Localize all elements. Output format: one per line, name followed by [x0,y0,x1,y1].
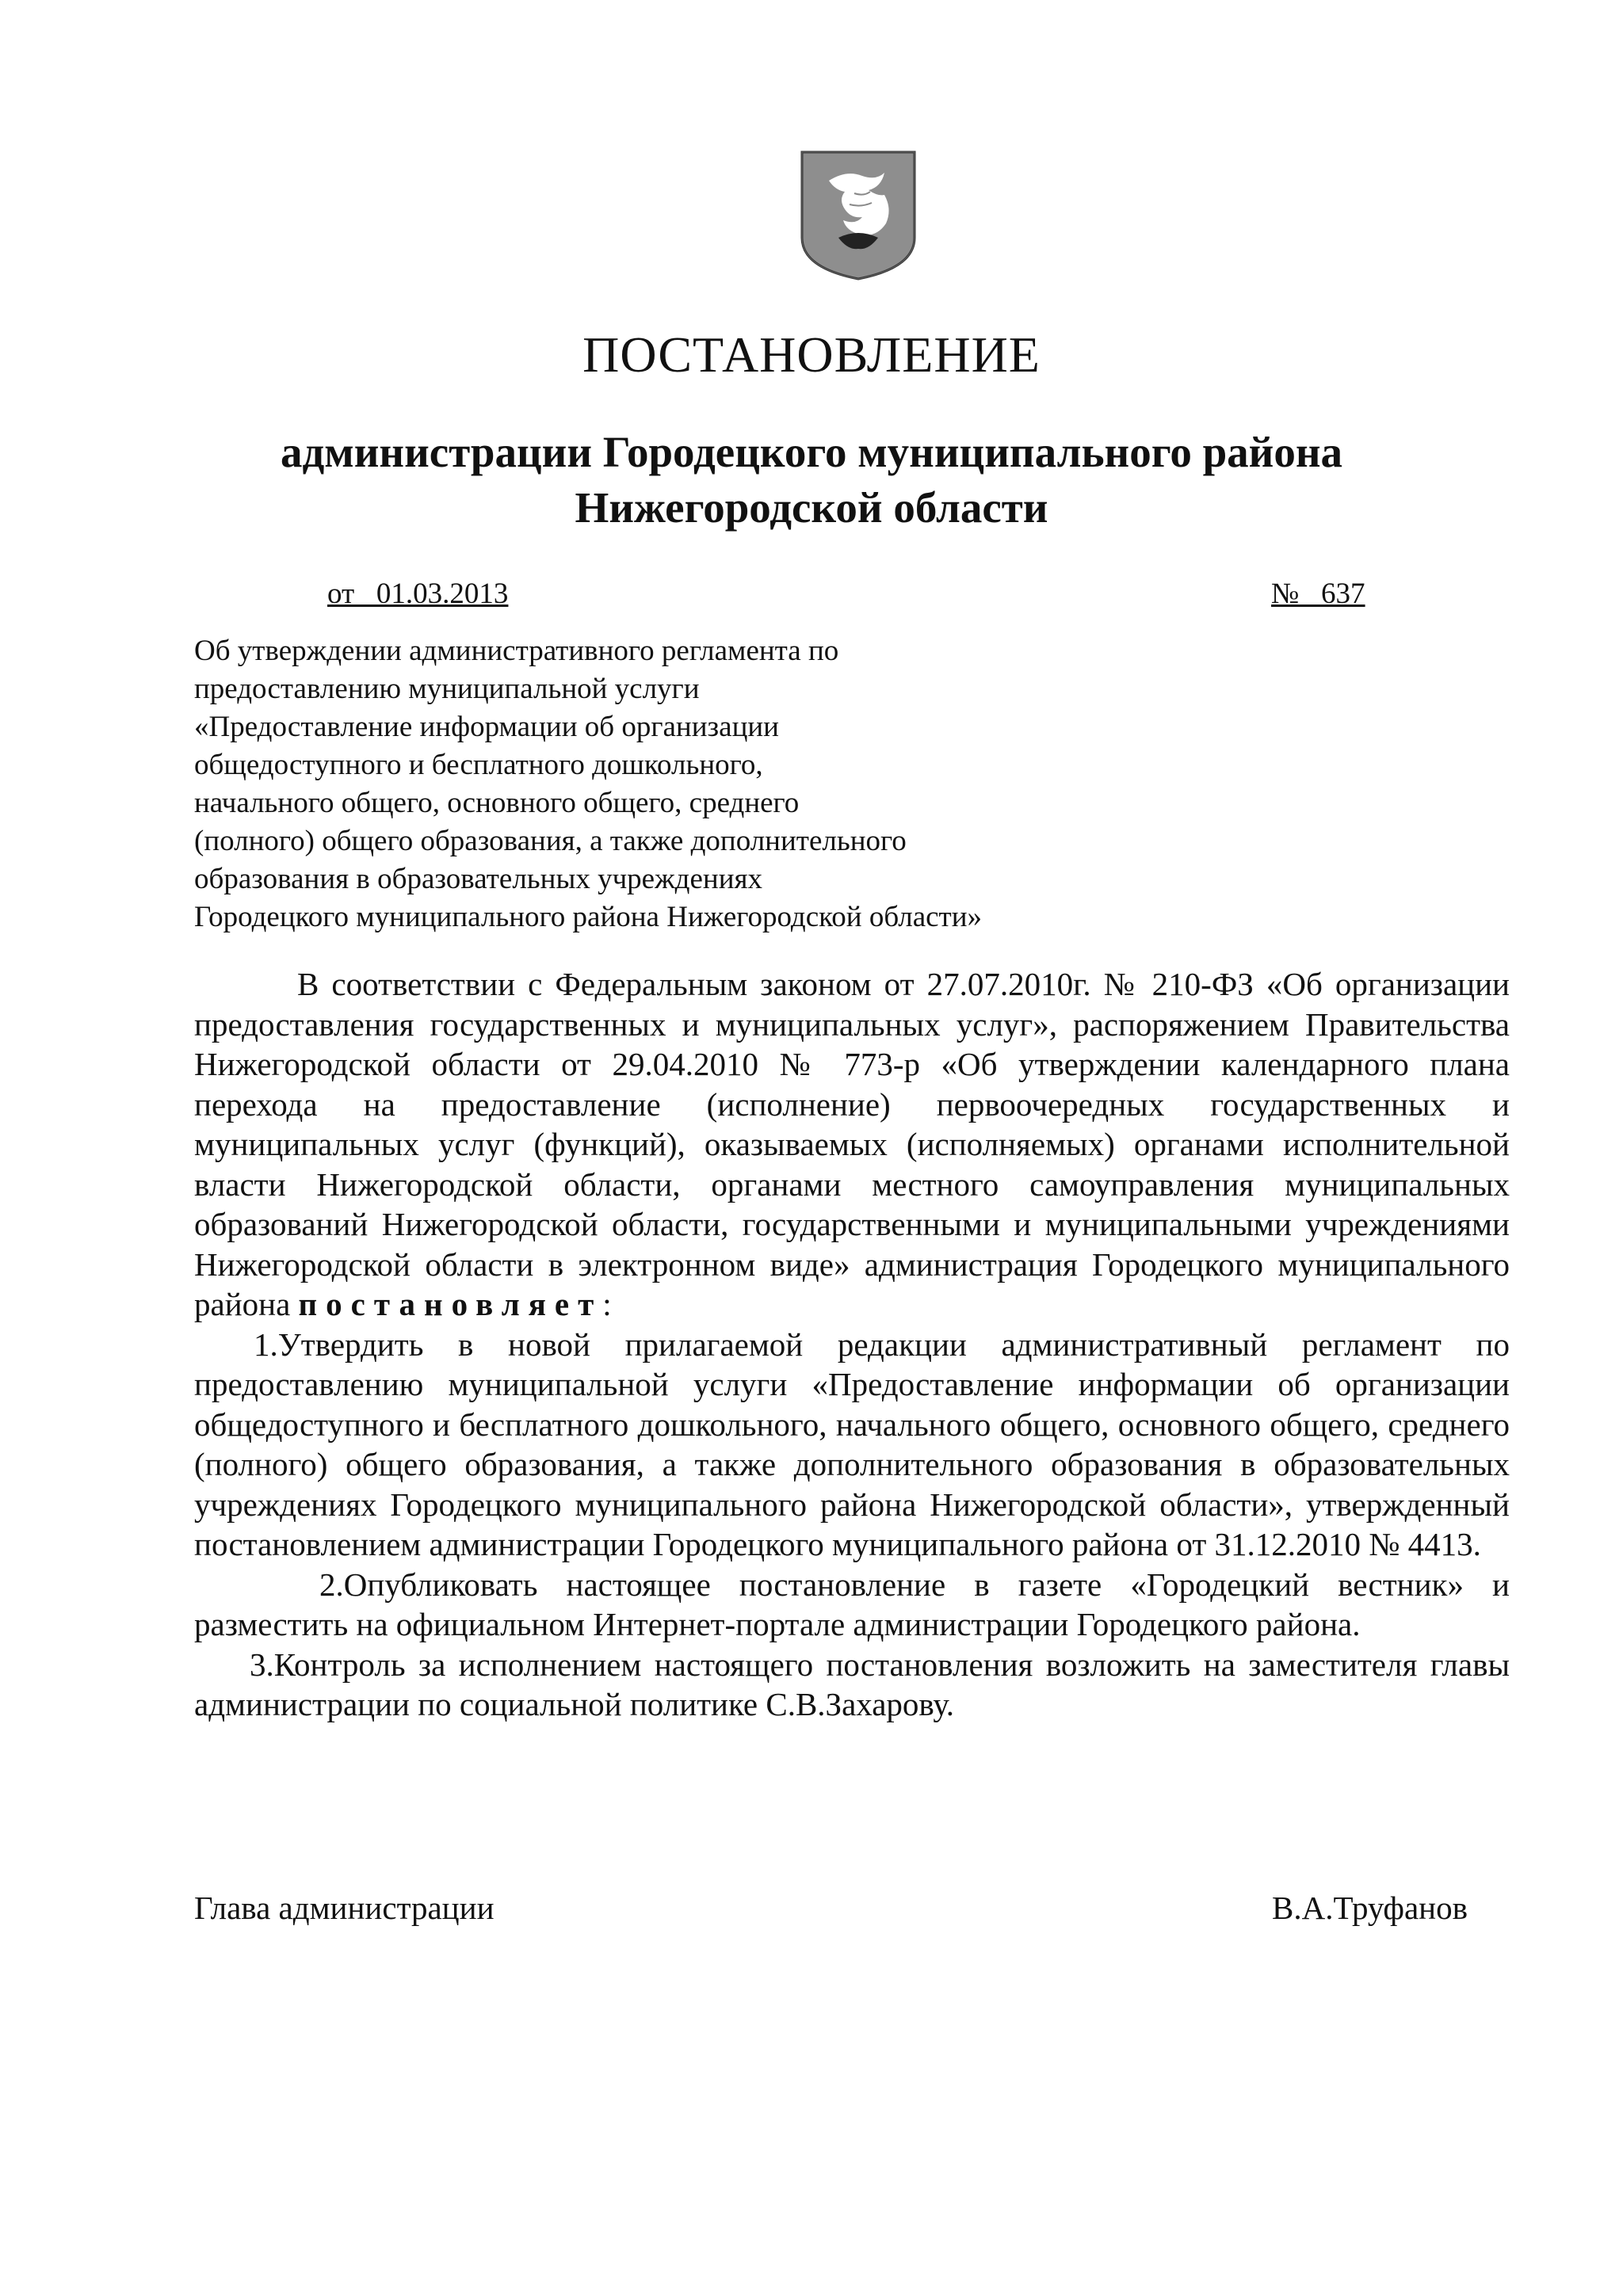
preamble-paragraph [194,964,1510,1325]
signatory-position: Глава администрации [194,1890,495,1926]
decree-colon: : [602,1286,612,1322]
item-1-paragraph: 1.Утвердить в новой прилагаемой редакции административный регламент по предоставлению муниципальной услуги «Предоставление информации об организации общедоступного и бесплатного дошкольного, начального общего, основного общего, среднего (полного) общего образования, а также дополнительного образования в образовательных учреждениях Городецкого муниципального района Нижегородской области», утвержденный постановлением администрации Городецкого муниципального района от 31.12.2010 № 4413. [194,1325,1510,1562]
item-2-paragraph: 2.Опубликовать настоящее постановление в газете «Городецкий вестник» и разместить на официальном Интернет-портале администрации Городецкого района. [194,1566,1510,1642]
subject-line: общедоступного и бесплатного дошкольного, [194,749,763,781]
issuing-authority [0,425,1623,536]
signatory-name: В.А.Труфанов [1272,1890,1468,1926]
document-number: № 637 [1271,578,1365,610]
document-title: ПОСТАНОВЛЕНИЕ [582,326,1041,383]
subject-line: образования в образовательных учреждениях [194,863,763,895]
coat-of-arms-icon [799,149,918,282]
subject-line: (полного) общего образования, а также дополнительного [194,825,907,857]
authority-line-1: администрации Городецкого муниципального района [280,428,1343,476]
subject-line: Городецкого муниципального района Нижегородской области» [194,901,983,933]
document-subject [194,632,982,936]
authority-line-2: Нижегородской области [575,483,1048,532]
item-3-paragraph: 3.Контроль за исполнением настоящего постановления возложить на заместителя главы администрации по социальной политике С.В.Захарову. [194,1646,1510,1722]
subject-line: Об утверждении административного регламента по [194,635,839,667]
subject-line: «Предоставление информации об организации [194,711,779,743]
document-body [194,964,1510,1725]
subject-line: начального общего, основного общего, среднего [194,787,800,819]
decree-word: постановляет [298,1286,603,1322]
subject-line: предоставлению муниципальной услуги [194,673,700,705]
document-date: от 01.03.2013 [327,578,509,610]
preamble-text: В соответствии с Федеральным законом от 27.07.2010г. № 210-ФЗ «Об организации предоставления государственных и муниципальных услуг», распоряжением Правительства Нижегородской области от 29.04.2010 № 773-р «Об утверждении календарного плана перехода на предоставление (исполнение) первоочередных государственных и муниципальных услуг (функций), оказываемых (исполняемых) органами исполнительной власти Нижегородской области, органами местного самоуправления муниципальных образований Нижегородской области, государственными и муниципальными учреждениями Нижегородской области в электронном виде» администрация Городецкого муниципального района [194,966,1510,1322]
